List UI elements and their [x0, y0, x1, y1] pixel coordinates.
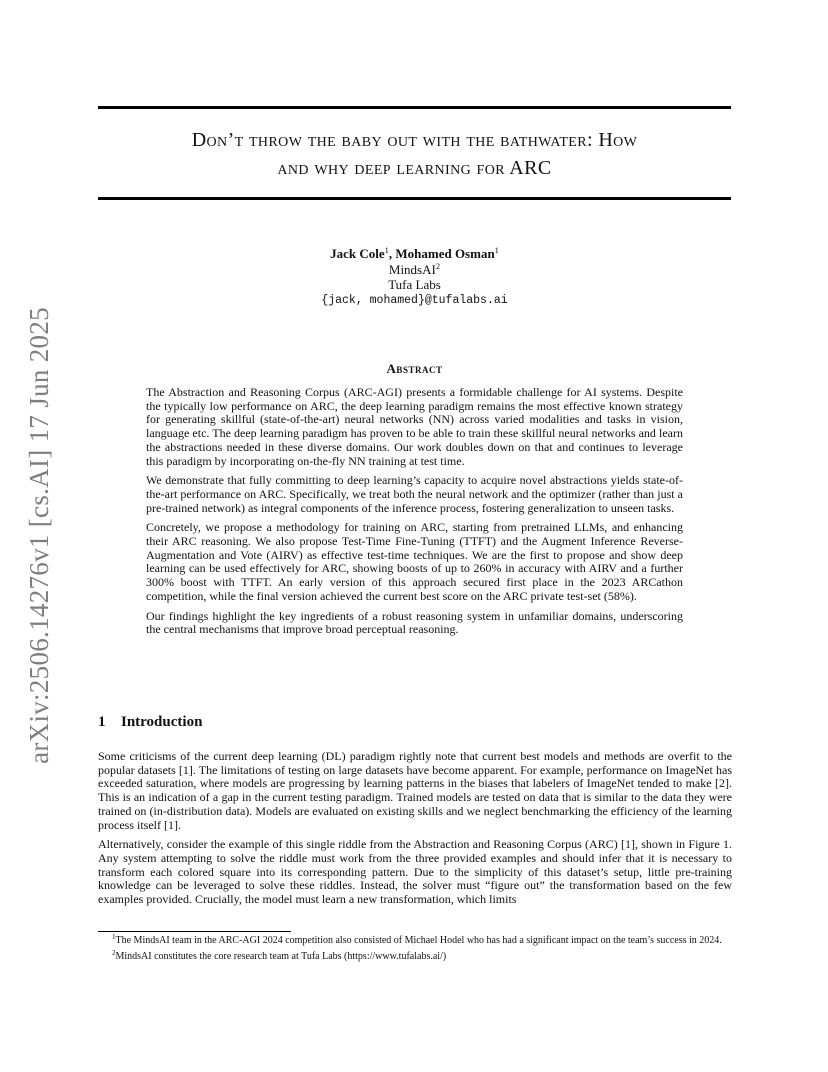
- author-2-mark: 1: [494, 245, 499, 255]
- section-title: Introduction: [121, 714, 203, 730]
- author-names: [98, 246, 731, 262]
- author-1: Jack Cole: [330, 246, 385, 261]
- affiliation-1: [98, 262, 731, 278]
- body-paragraph: Alternatively, consider the example of this single riddle from the Abstraction and Reasoning Corpus (ARC) [1], shown in Figure 1. Any system attempting to solve the riddle must work from the three provided examples and should infer that it is necessary to transform each colored square into its corresponding pattern. Due to the simplicity of this dataset’s setup, little pre-training knowledge can be leveraged to solve these riddles. Instead, the solver must “figure out” the transformation based on the few examples provided. Crucially, the model must learn a new transformation, which limits: [98, 837, 732, 907]
- footnotes: [98, 935, 732, 966]
- body-paragraph: Some criticisms of the current deep learning (DL) paradigm rightly note that current best models and methods are overfit to the popular datasets [1]. The limitations of testing on large datasets have become apparent. For example, performance on ImageNet has exceeded saturation, where models are progressing by learning patterns in the biases that labelers of ImageNet tended to make [2]. This is an indication of a gap in the current testing paradigm. Trained models are tested on data that is similar to the data they were trained on (in-distribution data). Models are evaluated on existing skills and we neglect benchmarking the efficiency of the learning process itself [1].: [98, 749, 732, 832]
- title-line-2: and why deep learning for ARC: [277, 157, 552, 179]
- section-heading-introduction: [98, 714, 202, 731]
- authors-block: [98, 246, 731, 308]
- title-rule-bottom: [98, 197, 731, 200]
- footnote-2-text: MindsAI constitutes the core research team at Tufa Labs (https://www.tufalabs.ai/): [115, 950, 447, 962]
- title-line-1: Don’t throw the baby out with the bathwater: How: [191, 129, 638, 151]
- introduction-body: [98, 750, 732, 913]
- footnote-2: [98, 948, 732, 964]
- affiliation-1-mark: 2: [435, 260, 441, 271]
- author-email: {jack, mohamed}@tufalabs.ai: [321, 293, 508, 307]
- author-2: Mohamed Osman: [395, 246, 495, 261]
- abstract-paragraph: Our findings highlight the key ingredients of a robust reasoning system in unfamiliar domains, underscoring the central mechanisms that improve broad perceptual reasoning.: [146, 608, 683, 637]
- abstract-paragraph: We demonstrate that fully committing to deep learning’s capacity to acquire novel abstractions yields state-of-the-art performance on ARC. Specifically, we treat both the neural network and the optimizer (rather than just a pre-trained network) as integral components of the inference process, fostering generalization to unseen tasks.: [146, 473, 683, 515]
- section-number: 1: [98, 714, 106, 730]
- footnote-rule: [98, 931, 291, 932]
- affiliation-2: Tufa Labs: [388, 277, 441, 292]
- abstract-paragraph: Concretely, we propose a methodology for training on ARC, starting from pretrained LLMs, and enhancing their ARC reasoning. We also propose Test-Time Fine-Tuning (TTFT) and the Augment Inference Reverse-Augmentation and Vote (AIRV) as effective test-time techniques. We are the first to propose and show deep learning can be used effectively for ARC, showing boosts of up to 260% in accuracy with AIRV and a further 300% boost with TTFT. An early version of this approach secured first place in the 2023 ARCathon competition, while the final version achieved the current best score on the ARC private test-set (58%).: [146, 520, 683, 603]
- affiliation-1-name: MindsAI: [388, 261, 436, 277]
- abstract-paragraph: The Abstraction and Reasoning Corpus (ARC-AGI) presents a formidable challenge for AI systems. Despite the typically low performance on ARC, the deep learning paradigm remains the most effective known strategy for generating skillful (state-of-the-art) neural networks (NN) across varied modalities and tasks in vision, language etc. The deep learning paradigm has proven to be able to train these skillful neural networks and learn the abstractions needed in these diverse domains. Our work doubles down on that and continues to leverage this paradigm by incorporating on-the-fly NN training at test time.: [146, 385, 683, 468]
- arxiv-identifier-text: arXiv:2506.14276v1 [cs.AI] 17 Jun 2025: [23, 306, 54, 764]
- footnote-1-text: The MindsAI team in the ARC-AGI 2024 competition also consisted of Michael Hodel who has had a significant impact on the team’s success in 2024.: [115, 935, 722, 946]
- abstract-body: [146, 386, 683, 643]
- author-1-mark: 1: [384, 245, 389, 255]
- author-separator: ,: [388, 246, 396, 261]
- arxiv-identifier: [22, 300, 56, 770]
- footnote-2-mark: 2: [112, 948, 116, 957]
- footnote-1-mark: 1: [112, 933, 116, 941]
- abstract-heading: Abstract: [386, 361, 443, 376]
- paper-title: [98, 126, 731, 182]
- footnote-1: [98, 935, 732, 948]
- title-rule-top: [98, 106, 731, 109]
